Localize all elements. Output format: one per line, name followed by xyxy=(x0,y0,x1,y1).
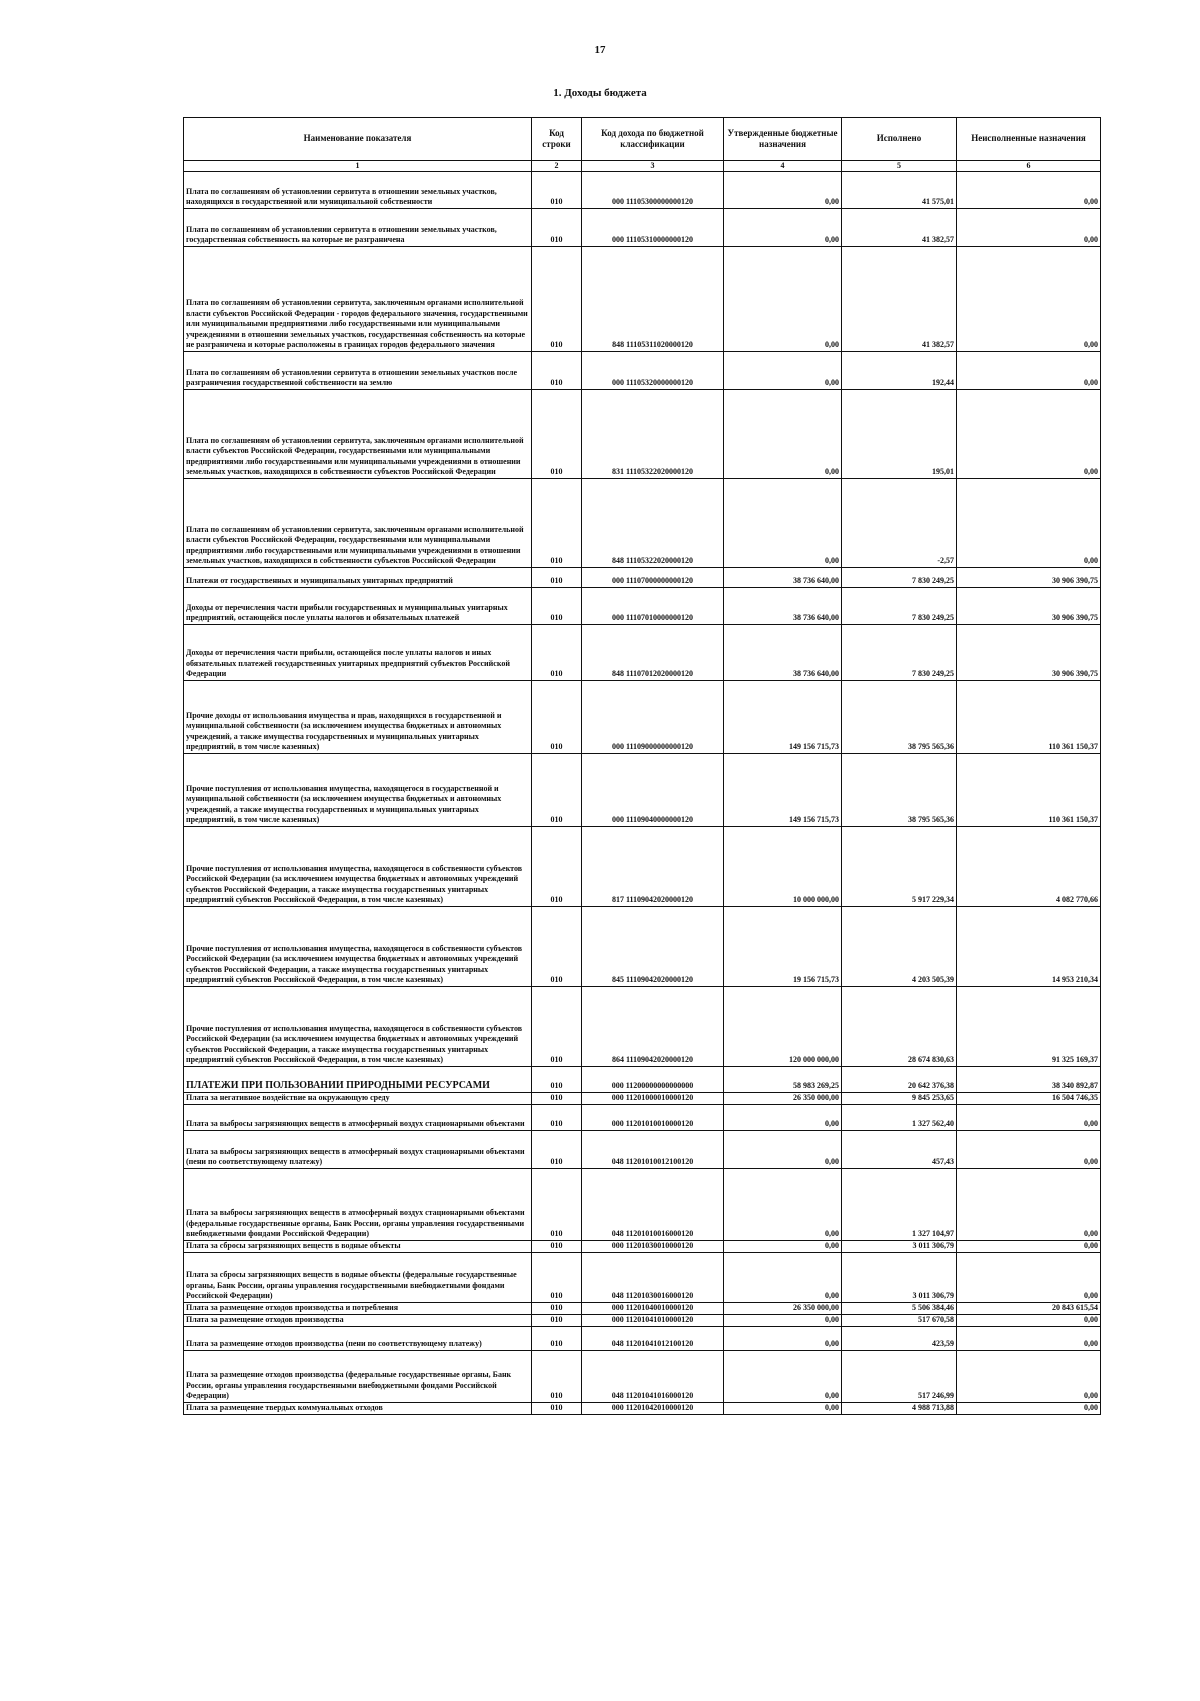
row-approved-cell: 0,00 xyxy=(724,209,842,247)
row-approved-cell: 0,00 xyxy=(724,1253,842,1303)
row-line-code-cell: 010 xyxy=(532,987,582,1067)
row-approved-cell: 0,00 xyxy=(724,1403,842,1415)
row-executed-cell: 517 246,99 xyxy=(842,1351,957,1403)
row-revenue-code-cell: 048 11201041012100120 xyxy=(582,1327,724,1351)
row-executed-cell: 1 327 104,97 xyxy=(842,1169,957,1241)
row-executed-cell: 41 575,01 xyxy=(842,172,957,209)
row-revenue-code-cell: 000 11201042010000120 xyxy=(582,1403,724,1415)
row-unexecuted-cell: 0,00 xyxy=(957,1253,1101,1303)
table-row xyxy=(184,907,1101,987)
table-row xyxy=(184,1303,1101,1315)
row-revenue-code-cell: 831 11105322020000120 xyxy=(582,390,724,479)
row-name-cell: Плата за размещение отходов производства (пени по соответствующему платежу) xyxy=(184,1327,532,1351)
budget-revenue-table xyxy=(183,117,1101,1415)
row-unexecuted-cell: 0,00 xyxy=(957,1169,1101,1241)
row-approved-cell: 0,00 xyxy=(724,390,842,479)
row-line-code-cell: 010 xyxy=(532,1351,582,1403)
row-line-code-cell: 010 xyxy=(532,681,582,754)
row-approved-cell: 149 156 715,73 xyxy=(724,681,842,754)
row-approved-cell: 0,00 xyxy=(724,479,842,568)
row-revenue-code-cell: 000 11200000000000000 xyxy=(582,1067,724,1093)
row-approved-cell: 58 983 269,25 xyxy=(724,1067,842,1093)
row-approved-cell: 0,00 xyxy=(724,1241,842,1253)
row-line-code-cell: 010 xyxy=(532,1315,582,1327)
row-revenue-code-cell: 000 11105310000000120 xyxy=(582,209,724,247)
row-revenue-code-cell: 000 11201041010000120 xyxy=(582,1315,724,1327)
row-revenue-code-cell: 848 11107012020000120 xyxy=(582,625,724,681)
row-unexecuted-cell: 0,00 xyxy=(957,390,1101,479)
row-executed-cell: 195,01 xyxy=(842,390,957,479)
row-revenue-code-cell: 000 11105320000000120 xyxy=(582,352,724,390)
row-revenue-code-cell: 845 11109042020000120 xyxy=(582,907,724,987)
row-name-cell: Прочие доходы от использования имущества и прав, находящихся в государственной и муниципальной собственности (за исключением имущества бюджетных и автономных учреждений, а также имущества государственных и муниципальных унитарных предприятий, в том числе казенных) xyxy=(184,681,532,754)
row-approved-cell: 0,00 xyxy=(724,1327,842,1351)
header-revenue-code: Код дохода по бюджетной классификации xyxy=(582,118,724,161)
row-executed-cell: 7 830 249,25 xyxy=(842,588,957,625)
row-approved-cell: 120 000 000,00 xyxy=(724,987,842,1067)
row-executed-cell: 38 795 565,36 xyxy=(842,681,957,754)
row-unexecuted-cell: 4 082 770,66 xyxy=(957,827,1101,907)
row-revenue-code-cell: 817 11109042020000120 xyxy=(582,827,724,907)
row-revenue-code-cell: 048 11201041016000120 xyxy=(582,1351,724,1403)
row-line-code-cell: 010 xyxy=(532,1253,582,1303)
row-line-code-cell: 010 xyxy=(532,625,582,681)
row-approved-cell: 149 156 715,73 xyxy=(724,754,842,827)
row-name-cell: Прочие поступления от использования имущества, находящегося в государственной и муниципальной собственности (за исключением имущества бюджетных и автономных учреждений, а также имущества государственных и муниципальных унитарных предприятий, в том числе казенных) xyxy=(184,754,532,827)
row-name-cell: Прочие поступления от использования имущества, находящегося в собственности субъектов Российской Федерации (за исключением имущества бюджетных и автономных учреждений субъектов Российской Федерации, а также имущества государственных унитарных предприятий субъектов Российской Федерации, в том числе казенных) xyxy=(184,907,532,987)
table-row xyxy=(184,1105,1101,1131)
row-unexecuted-cell: 20 843 615,54 xyxy=(957,1303,1101,1315)
row-revenue-code-cell: 848 11105311020000120 xyxy=(582,247,724,352)
row-unexecuted-cell: 0,00 xyxy=(957,172,1101,209)
table-row xyxy=(184,209,1101,247)
row-approved-cell: 38 736 640,00 xyxy=(724,588,842,625)
row-revenue-code-cell: 000 11109040000000120 xyxy=(582,754,724,827)
row-name-cell: Плата за выбросы загрязняющих веществ в атмосферный воздух стационарными объектами (федеральные государственные органы, Банк России, органы управления государственными внебюджетными фондами Российской Федерации) xyxy=(184,1169,532,1241)
row-unexecuted-cell: 0,00 xyxy=(957,1351,1101,1403)
header-line-code: Код строки xyxy=(532,118,582,161)
table-row xyxy=(184,568,1101,588)
row-revenue-code-cell: 000 11201000010000120 xyxy=(582,1093,724,1105)
table-row xyxy=(184,1315,1101,1327)
table-row xyxy=(184,352,1101,390)
row-unexecuted-cell: 0,00 xyxy=(957,479,1101,568)
table-row xyxy=(184,1131,1101,1169)
table-row xyxy=(184,987,1101,1067)
row-name-cell: Прочие поступления от использования имущества, находящегося в собственности субъектов Российской Федерации (за исключением имущества бюджетных и автономных учреждений субъектов Российской Федерации, а также имущества государственных унитарных предприятий субъектов Российской Федерации, в том числе казенных) xyxy=(184,827,532,907)
row-executed-cell: 20 642 376,38 xyxy=(842,1067,957,1093)
row-unexecuted-cell: 0,00 xyxy=(957,1105,1101,1131)
row-executed-cell: 192,44 xyxy=(842,352,957,390)
column-number: 4 xyxy=(724,161,842,172)
row-line-code-cell: 010 xyxy=(532,568,582,588)
row-executed-cell: -2,57 xyxy=(842,479,957,568)
row-line-code-cell: 010 xyxy=(532,754,582,827)
row-line-code-cell: 010 xyxy=(532,1067,582,1093)
row-approved-cell: 0,00 xyxy=(724,1315,842,1327)
row-name-cell: Плата по соглашениям об установлении сервитута, заключенным органами исполнительной власти субъектов Российской Федерации, государственными или муниципальными предприятиями либо государственными или муниципальными учреждениями в отношении земельных участков, находящихся в собственности субъектов Российской Федерации xyxy=(184,390,532,479)
column-number: 1 xyxy=(184,161,532,172)
row-name-cell: Плата за сбросы загрязняющих веществ в водные объекты xyxy=(184,1241,532,1253)
row-unexecuted-cell: 0,00 xyxy=(957,209,1101,247)
row-unexecuted-cell: 0,00 xyxy=(957,247,1101,352)
row-line-code-cell: 010 xyxy=(532,827,582,907)
table-row xyxy=(184,1067,1101,1093)
row-unexecuted-cell: 0,00 xyxy=(957,1403,1101,1415)
row-executed-cell: 3 011 306,79 xyxy=(842,1241,957,1253)
row-line-code-cell: 010 xyxy=(532,1131,582,1169)
column-number-row xyxy=(184,161,1101,172)
table-row xyxy=(184,1351,1101,1403)
row-executed-cell: 1 327 562,40 xyxy=(842,1105,957,1131)
row-revenue-code-cell: 000 11109000000000120 xyxy=(582,681,724,754)
row-name-cell: Платежи от государственных и муниципальных унитарных предприятий xyxy=(184,568,532,588)
row-unexecuted-cell: 0,00 xyxy=(957,1315,1101,1327)
table-row xyxy=(184,1327,1101,1351)
row-unexecuted-cell: 110 361 150,37 xyxy=(957,754,1101,827)
row-unexecuted-cell: 38 340 892,87 xyxy=(957,1067,1101,1093)
row-executed-cell: 41 382,57 xyxy=(842,209,957,247)
section-title: 1. Доходы бюджета xyxy=(553,87,647,99)
row-unexecuted-cell: 0,00 xyxy=(957,1131,1101,1169)
column-number: 5 xyxy=(842,161,957,172)
table-row xyxy=(184,390,1101,479)
row-approved-cell: 38 736 640,00 xyxy=(724,625,842,681)
table-row xyxy=(184,1169,1101,1241)
header-approved: Утвержденные бюджетные назначения xyxy=(724,118,842,161)
row-unexecuted-cell: 30 906 390,75 xyxy=(957,588,1101,625)
row-name-cell: ПЛАТЕЖИ ПРИ ПОЛЬЗОВАНИИ ПРИРОДНЫМИ РЕСУРСАМИ xyxy=(184,1067,532,1093)
row-approved-cell: 0,00 xyxy=(724,172,842,209)
table-row xyxy=(184,754,1101,827)
row-name-cell: Плата за выбросы загрязняющих веществ в атмосферный воздух стационарными объектами xyxy=(184,1105,532,1131)
column-number: 2 xyxy=(532,161,582,172)
row-unexecuted-cell: 16 504 746,35 xyxy=(957,1093,1101,1105)
row-revenue-code-cell: 848 11105322020000120 xyxy=(582,479,724,568)
row-executed-cell: 4 203 505,39 xyxy=(842,907,957,987)
row-revenue-code-cell: 048 11201010016000120 xyxy=(582,1169,724,1241)
table-row xyxy=(184,247,1101,352)
row-approved-cell: 0,00 xyxy=(724,1169,842,1241)
row-executed-cell: 9 845 253,65 xyxy=(842,1093,957,1105)
row-line-code-cell: 010 xyxy=(532,1327,582,1351)
row-revenue-code-cell: 864 11109042020000120 xyxy=(582,987,724,1067)
row-approved-cell: 0,00 xyxy=(724,247,842,352)
row-name-cell: Прочие поступления от использования имущества, находящегося в собственности субъектов Российской Федерации (за исключением имущества бюджетных и автономных учреждений субъектов Российской Федерации, а также имущества государственных унитарных предприятий субъектов Российской Федерации, в том числе казенных) xyxy=(184,987,532,1067)
row-executed-cell: 5 506 384,46 xyxy=(842,1303,957,1315)
row-name-cell: Плата за размещение отходов производства (федеральные государственные органы, Банк России, органы управления государственными внебюджетными фондами Российской Федерации) xyxy=(184,1351,532,1403)
header-indicator-name: Наименование показателя xyxy=(184,118,532,161)
row-revenue-code-cell: 000 11107000000000120 xyxy=(582,568,724,588)
row-revenue-code-cell: 000 11107010000000120 xyxy=(582,588,724,625)
row-executed-cell: 457,43 xyxy=(842,1131,957,1169)
row-unexecuted-cell: 0,00 xyxy=(957,1327,1101,1351)
row-line-code-cell: 010 xyxy=(532,1241,582,1253)
row-approved-cell: 10 000 000,00 xyxy=(724,827,842,907)
row-name-cell: Плата по соглашениям об установлении сервитута в отношении земельных участков после разграничения государственной собственности на землю xyxy=(184,352,532,390)
row-approved-cell: 0,00 xyxy=(724,352,842,390)
row-executed-cell: 5 917 229,34 xyxy=(842,827,957,907)
header-executed: Исполнено xyxy=(842,118,957,161)
page-number: 17 xyxy=(594,44,606,56)
row-line-code-cell: 010 xyxy=(532,1093,582,1105)
row-unexecuted-cell: 14 953 210,34 xyxy=(957,907,1101,987)
row-line-code-cell: 010 xyxy=(532,247,582,352)
row-revenue-code-cell: 000 11201040010000120 xyxy=(582,1303,724,1315)
row-line-code-cell: 010 xyxy=(532,209,582,247)
row-line-code-cell: 010 xyxy=(532,1105,582,1131)
row-executed-cell: 7 830 249,25 xyxy=(842,568,957,588)
header-unexecuted: Неисполненные назначения xyxy=(957,118,1101,161)
row-approved-cell: 26 350 000,00 xyxy=(724,1303,842,1315)
row-executed-cell: 4 988 713,88 xyxy=(842,1403,957,1415)
row-line-code-cell: 010 xyxy=(532,172,582,209)
row-name-cell: Плата за негативное воздействие на окружающую среду xyxy=(184,1093,532,1105)
row-executed-cell: 517 670,58 xyxy=(842,1315,957,1327)
row-name-cell: Доходы от перечисления части прибыли, остающейся после уплаты налогов и иных обязательных платежей государственных унитарных предприятий субъектов Российской Федерации xyxy=(184,625,532,681)
row-name-cell: Плата за размещение твердых коммунальных отходов xyxy=(184,1403,532,1415)
table-row xyxy=(184,1253,1101,1303)
row-executed-cell: 28 674 830,63 xyxy=(842,987,957,1067)
row-executed-cell: 7 830 249,25 xyxy=(842,625,957,681)
row-name-cell: Плата за выбросы загрязняющих веществ в атмосферный воздух стационарными объектами (пени по соответствующему платежу) xyxy=(184,1131,532,1169)
table-row xyxy=(184,479,1101,568)
row-unexecuted-cell: 30 906 390,75 xyxy=(957,625,1101,681)
row-executed-cell: 423,59 xyxy=(842,1327,957,1351)
row-executed-cell: 38 795 565,36 xyxy=(842,754,957,827)
row-name-cell: Плата по соглашениям об установлении сервитута, заключенным органами исполнительной власти субъектов Российской Федерации, государственными или муниципальными предприятиями либо государственными или муниципальными учреждениями в отношении земельных участков, находящихся в собственности субъектов Российской Федерации xyxy=(184,479,532,568)
table-row xyxy=(184,1403,1101,1415)
row-line-code-cell: 010 xyxy=(532,390,582,479)
row-approved-cell: 0,00 xyxy=(724,1351,842,1403)
row-name-cell: Доходы от перечисления части прибыли государственных и муниципальных унитарных предприятий, остающейся после уплаты налогов и обязательных платежей xyxy=(184,588,532,625)
row-approved-cell: 0,00 xyxy=(724,1131,842,1169)
table-row xyxy=(184,588,1101,625)
row-line-code-cell: 010 xyxy=(532,1403,582,1415)
row-line-code-cell: 010 xyxy=(532,588,582,625)
row-revenue-code-cell: 048 11201010012100120 xyxy=(582,1131,724,1169)
row-revenue-code-cell: 000 11105300000000120 xyxy=(582,172,724,209)
row-name-cell: Плата по соглашениям об установлении сервитута в отношении земельных участков, государственная собственность на которые не разграничена xyxy=(184,209,532,247)
row-line-code-cell: 010 xyxy=(532,907,582,987)
row-approved-cell: 19 156 715,73 xyxy=(724,907,842,987)
row-approved-cell: 38 736 640,00 xyxy=(724,568,842,588)
row-line-code-cell: 010 xyxy=(532,479,582,568)
row-unexecuted-cell: 110 361 150,37 xyxy=(957,681,1101,754)
table-row xyxy=(184,1241,1101,1253)
row-line-code-cell: 010 xyxy=(532,1303,582,1315)
table-row xyxy=(184,625,1101,681)
table-row xyxy=(184,172,1101,209)
column-number: 3 xyxy=(582,161,724,172)
table-row xyxy=(184,1093,1101,1105)
row-executed-cell: 41 382,57 xyxy=(842,247,957,352)
row-revenue-code-cell: 048 11201030016000120 xyxy=(582,1253,724,1303)
row-approved-cell: 0,00 xyxy=(724,1105,842,1131)
table-row xyxy=(184,681,1101,754)
row-name-cell: Плата по соглашениям об установлении сервитута в отношении земельных участков, находящихся в государственной или муниципальной собственности xyxy=(184,172,532,209)
row-line-code-cell: 010 xyxy=(532,1169,582,1241)
row-unexecuted-cell: 0,00 xyxy=(957,1241,1101,1253)
column-number: 6 xyxy=(957,161,1101,172)
row-revenue-code-cell: 000 11201030010000120 xyxy=(582,1241,724,1253)
row-unexecuted-cell: 30 906 390,75 xyxy=(957,568,1101,588)
row-revenue-code-cell: 000 11201010010000120 xyxy=(582,1105,724,1131)
row-name-cell: Плата за сбросы загрязняющих веществ в водные объекты (федеральные государственные органы, Банк России, органы управления государственными внебюджетными фондами Российской Федерации) xyxy=(184,1253,532,1303)
row-executed-cell: 3 011 306,79 xyxy=(842,1253,957,1303)
row-approved-cell: 26 350 000,00 xyxy=(724,1093,842,1105)
row-name-cell: Плата за размещение отходов производства xyxy=(184,1315,532,1327)
header-row xyxy=(184,118,1101,161)
table-row xyxy=(184,827,1101,907)
row-name-cell: Плата по соглашениям об установлении сервитута, заключенным органами исполнительной власти субъектов Российской Федерации - городов федерального значения, государственными или муниципальными предприятиями либо государственными или муниципальными учреждениями в отношении земельных участков, государственная собственность на которые не разграничена и которые расположены в границах городов федерального значения xyxy=(184,247,532,352)
row-name-cell: Плата за размещение отходов производства и потребления xyxy=(184,1303,532,1315)
row-unexecuted-cell: 91 325 169,37 xyxy=(957,987,1101,1067)
row-unexecuted-cell: 0,00 xyxy=(957,352,1101,390)
row-line-code-cell: 010 xyxy=(532,352,582,390)
